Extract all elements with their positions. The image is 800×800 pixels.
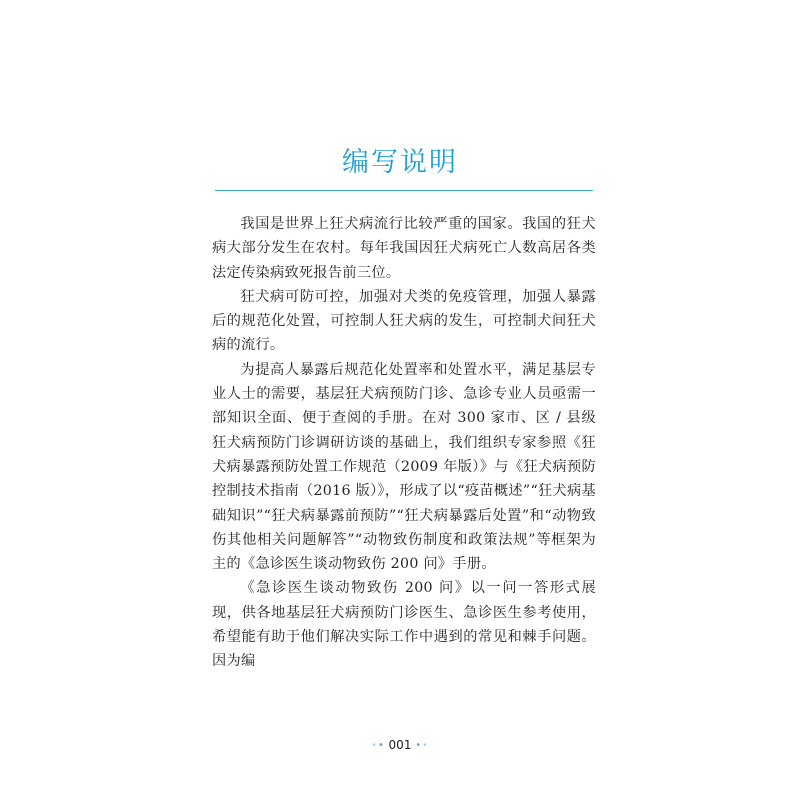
paragraph-2: 狂犬病可防可控，加强对犬类的免疫管理，加强人暴露后的规范化处置，可控制人狂犬病的发生，可控制犬间狂犬病的流行。 [212,288,596,354]
paragraph-3: 为提高人暴露后规范化处置率和处置水平，满足基层专业人士的需要，基层狂犬病预防门诊、急诊专业人员亟需一部知识全面、便于查阅的手册。在对 300 家市、区 / 县级狂犬病预防门诊调研访谈的基础上，我们组织专家参照《狂犬病暴露预防处置工作规范（2009 年版）》与《狂犬病预防控制技术指南（2016 版）》，形成了以“疫苗概述”“狂犬病基础知识”“狂犬病暴露前预防”“狂犬病暴露后处置”和“动物致伤其他相关问题解答”“动物致伤制度和政策法规”等框架为主的《急诊医生谈动物致伤 200 问》手册。 [212,361,596,573]
right-dots-icon: •• [415,740,429,751]
page-title: 编写说明 [342,147,458,178]
body-text [212,212,596,674]
title-divider [215,190,593,191]
page-footer [0,736,800,755]
paragraph-1: 我国是世界上狂犬病流行比较严重的国家。我国的狂犬病大部分发生在农村。每年我国因狂犬病死亡人数高居各类法定传染病致死报告前三位。 [212,216,596,281]
left-dots-icon: •• [371,740,385,751]
page-number: 001 [388,738,412,752]
paragraph-4: 《急诊医生谈动物致伤 200 问》以一问一答形式展现，供各地基层狂犬病预防门诊医生、急诊医生参考使用，希望能有助于他们解决实际工作中遇到的常见和棘手问题。因为编 [212,580,596,670]
